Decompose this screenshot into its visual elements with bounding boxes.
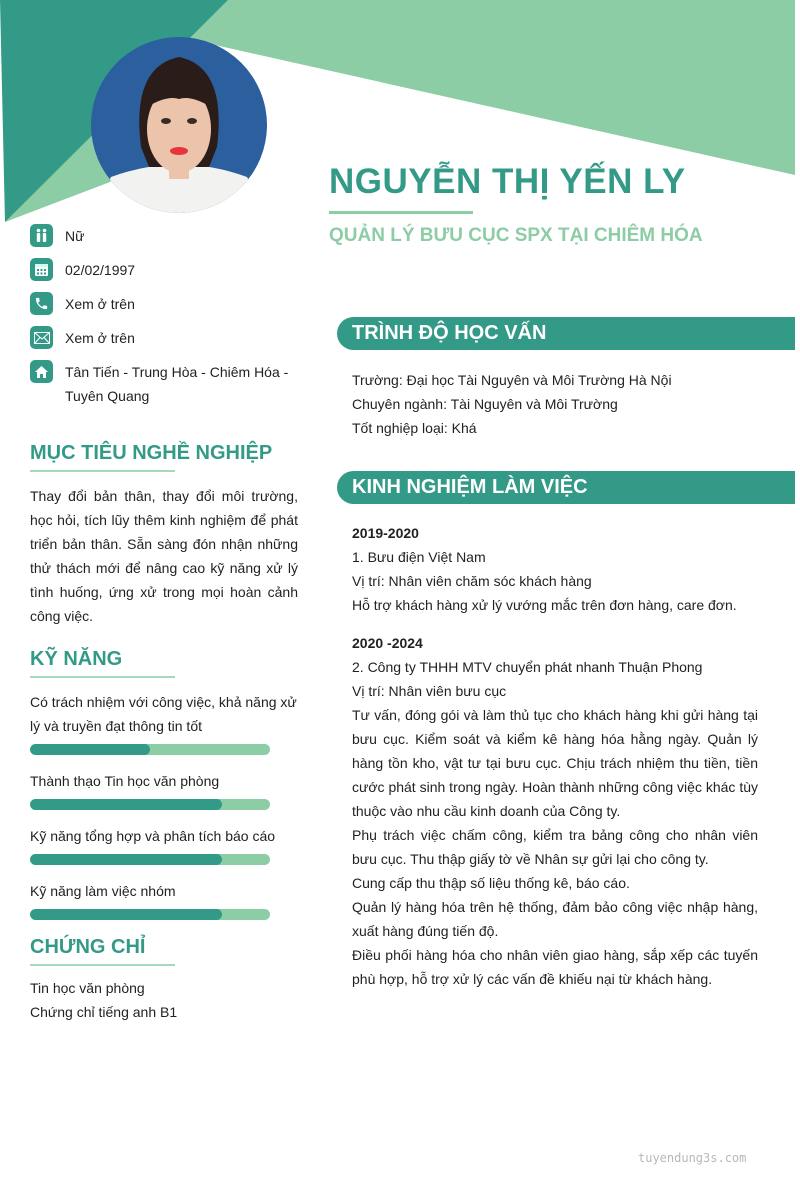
home-icon <box>30 360 53 383</box>
email-icon <box>30 326 53 349</box>
heading-underline <box>30 676 175 678</box>
info-birthday <box>30 258 300 282</box>
job-detail: Quản lý hàng hóa trên hệ thống, đảm bảo công việc nhập hàng, xuất hàng đúng tiến độ. <box>352 899 758 939</box>
skills-section <box>30 646 298 934</box>
skill-label: Có trách nhiệm với công việc, khả năng xử lý và truyền đạt thông tin tốt <box>30 694 297 734</box>
gender-icon <box>30 224 53 247</box>
skill-bar <box>30 799 270 810</box>
job-period: 2019-2020 <box>352 525 419 541</box>
job-role: Vị trí: Nhân viên bưu cục <box>352 683 507 699</box>
education-grade: Tốt nghiệp loại: Khá <box>352 420 477 436</box>
skill-bar-fill <box>30 909 222 920</box>
name-underline <box>329 211 473 214</box>
info-text: Nữ <box>65 228 85 244</box>
profile-photo <box>91 37 267 213</box>
certificate-item: Tin học văn phòng <box>30 980 145 996</box>
skill-bar-fill <box>30 744 150 755</box>
job-company: 2. Công ty THHH MTV chuyển phát nhanh Thuận Phong <box>352 659 703 675</box>
job-title: QUẢN LÝ BƯU CỤC SPX TẠI CHIÊM HÓA <box>329 225 703 246</box>
job-detail: Cung cấp thu thập số liệu thống kê, báo cáo. <box>352 875 630 891</box>
candidate-name: NGUYỄN THỊ YẾN LY <box>329 162 686 201</box>
skill-bar <box>30 744 270 755</box>
info-phone <box>30 292 300 316</box>
skill-label: Thành thạo Tin học văn phòng <box>30 773 220 789</box>
heading-underline <box>30 470 175 472</box>
education-heading: TRÌNH ĐỘ HỌC VẤN <box>337 317 795 350</box>
education-details <box>352 368 758 440</box>
watermark: tuyendung3s.com <box>638 1151 747 1165</box>
job-role: Vị trí: Nhân viên chăm sóc khách hàng <box>352 573 592 589</box>
education-school: Trường: Đại học Tài Nguyên và Môi Trường Hà Nội <box>352 372 672 388</box>
experience-list <box>352 521 758 991</box>
experience-heading: KINH NGHIỆM LÀM VIỆC <box>337 471 795 504</box>
section-heading: MỤC TIÊU NGHỀ NGHIỆP <box>30 442 273 464</box>
info-text: Xem ở trên <box>65 296 135 312</box>
calendar-icon <box>30 258 53 281</box>
job-company: 1. Bưu điện Việt Nam <box>352 549 486 565</box>
phone-icon <box>30 292 53 315</box>
skill-label: Kỹ năng tổng hợp và phân tích báo cáo <box>30 828 276 844</box>
certificates-section <box>30 934 298 1024</box>
section-heading: KỸ NĂNG <box>30 648 123 670</box>
objective-text: Thay đổi bản thân, thay đổi môi trường, học hỏi, tích lũy thêm kinh nghiệm để phát triển bản thân. Sẵn sàng đón nhận những thử thách mới để nâng cao kỹ năng xử lý tình huống, ứng xử trong mọi hoàn cảnh công việc. <box>30 488 298 624</box>
section-heading: CHỨNG CHỈ <box>30 936 146 958</box>
info-email <box>30 326 300 350</box>
certificate-item: Chứng chỉ tiếng anh B1 <box>30 1004 178 1020</box>
heading-underline <box>30 964 175 966</box>
job-entry <box>352 631 758 991</box>
job-entry <box>352 521 758 617</box>
job-detail: Hỗ trợ khách hàng xử lý vướng mắc trên đơn hàng, care đơn. <box>352 597 737 613</box>
job-period: 2020 -2024 <box>352 635 423 651</box>
personal-info <box>30 224 300 418</box>
job-detail: Phụ trách việc chấm công, kiểm tra bảng công cho nhân viên bưu cục. Thu thập giấy tờ về Nhân sự gửi lại cho công ty. <box>352 827 758 867</box>
skill-bar-fill <box>30 799 222 810</box>
info-address <box>30 360 300 408</box>
info-text: Xem ở trên <box>65 330 135 346</box>
objective-section <box>30 440 298 628</box>
info-text: 02/02/1997 <box>65 262 136 278</box>
skill-label: Kỹ năng làm việc nhóm <box>30 883 176 899</box>
job-detail: Điều phối hàng hóa cho nhân viên giao hàng, sắp xếp các tuyến phù hợp, hỗ trợ xử lý các vấn đề khiếu nại từ khách hàng. <box>352 947 758 987</box>
skill-bar-fill <box>30 854 222 865</box>
skill-bar <box>30 909 270 920</box>
info-text: Tân Tiến - Trung Hòa - Chiêm Hóa - Tuyên Quang <box>65 364 289 404</box>
education-major: Chuyên ngành: Tài Nguyên và Môi Trường <box>352 396 618 412</box>
skill-bar <box>30 854 270 865</box>
info-gender <box>30 224 300 248</box>
job-detail: Tư vấn, đóng gói và làm thủ tục cho khách hàng khi gửi hàng tại bưu cục. Kiểm soát và kiểm kê hàng hóa hằng ngày. Quản lý hàng tồn kho, vật tư tại bưu cục. Chịu trách nhiệm thu tiền, tiền cước phát sinh trong ngày. Hoàn thành những công việc khác tùy thuộc vào nhu cầu kinh doanh của Công ty. <box>352 707 758 819</box>
